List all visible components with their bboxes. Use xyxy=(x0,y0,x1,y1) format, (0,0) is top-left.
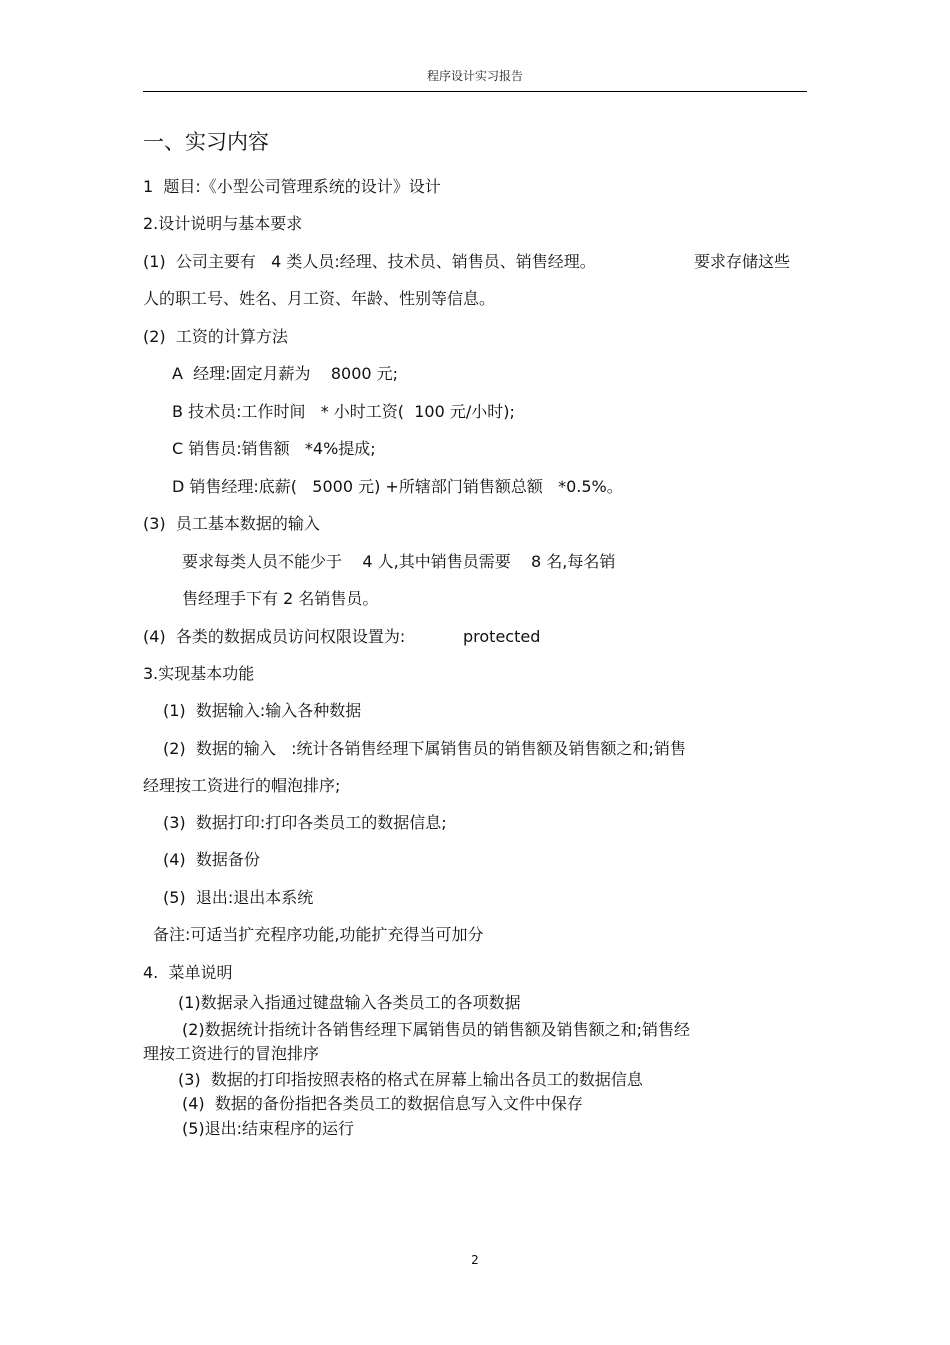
text-line: (3) 数据打印:打印各类员工的数据信息; xyxy=(163,813,447,832)
text-line: 要求每类人员不能少于 4 人,其中销售员需要 8 名,每名销 xyxy=(182,552,616,571)
text-line: 3.实现基本功能 xyxy=(143,664,255,683)
text-line: B 技术员:工作时间 * 小时工资( 100 元/小时); xyxy=(172,402,515,421)
text-line: (4) 数据的备份指把各类员工的数据信息写入文件中保存 xyxy=(182,1094,583,1113)
text-line: 备注:可适当扩充程序功能,功能扩充得当可加分 xyxy=(153,925,484,944)
text-line: 售经理手下有 2 名销售员。 xyxy=(182,589,379,608)
text-line: (5)退出:结束程序的运行 xyxy=(182,1119,355,1138)
text-line: (2) 工资的计算方法 xyxy=(143,327,288,346)
text-line: 人的职工号、姓名、月工资、年龄、性别等信息。 xyxy=(143,289,496,308)
text-line: 经理按工资进行的帽泡排序; xyxy=(143,776,341,795)
text-line: C 销售员:销售额 *4%提成; xyxy=(172,439,376,458)
text-line: (3) 员工基本数据的输入 xyxy=(143,514,320,533)
running-header: 程序设计实习报告 xyxy=(426,69,523,83)
text-line: (1) 数据输入:输入各种数据 xyxy=(163,701,362,720)
text-line: A 经理:固定月薪为 8000 元; xyxy=(172,364,399,383)
text-line: (1) 公司主要有 4 类人员:经理、技术员、销售员、销售经理。 xyxy=(143,252,596,271)
text-line: (5) 退出:退出本系统 xyxy=(163,888,314,907)
text-line: (3) 数据的打印指按照表格的格式在屏幕上输出各员工的数据信息 xyxy=(178,1070,643,1089)
section-title: 一、实习内容 xyxy=(143,130,269,154)
text-line: 理按工资进行的冒泡排序 xyxy=(143,1044,320,1063)
text-line: (1)数据录入指通过键盘输入各类员工的各项数据 xyxy=(178,993,521,1012)
text-line: protected xyxy=(463,627,541,646)
header-rule xyxy=(143,91,807,92)
text-line: 要求存储这些 xyxy=(694,252,791,271)
text-line: 2.设计说明与基本要求 xyxy=(143,214,303,233)
text-line: (2) 数据的输入 :统计各销售经理下属销售员的销售额及销售额之和;销售 xyxy=(163,739,686,758)
text-line: 4. 菜单说明 xyxy=(143,963,233,982)
text-line: (4) 各类的数据成员访问权限设置为: xyxy=(143,627,406,646)
text-line: (2)数据统计指统计各销售经理下属销售员的销售额及销售额之和;销售经 xyxy=(182,1020,691,1039)
text-line: D 销售经理:底薪( 5000 元) +所辖部门销售额总额 *0.5%。 xyxy=(172,477,623,496)
text-line: (4) 数据备份 xyxy=(163,850,260,869)
page-number: 2 xyxy=(471,1253,479,1267)
text-line: 1 题目:《小型公司管理系统的设计》设计 xyxy=(143,177,441,196)
